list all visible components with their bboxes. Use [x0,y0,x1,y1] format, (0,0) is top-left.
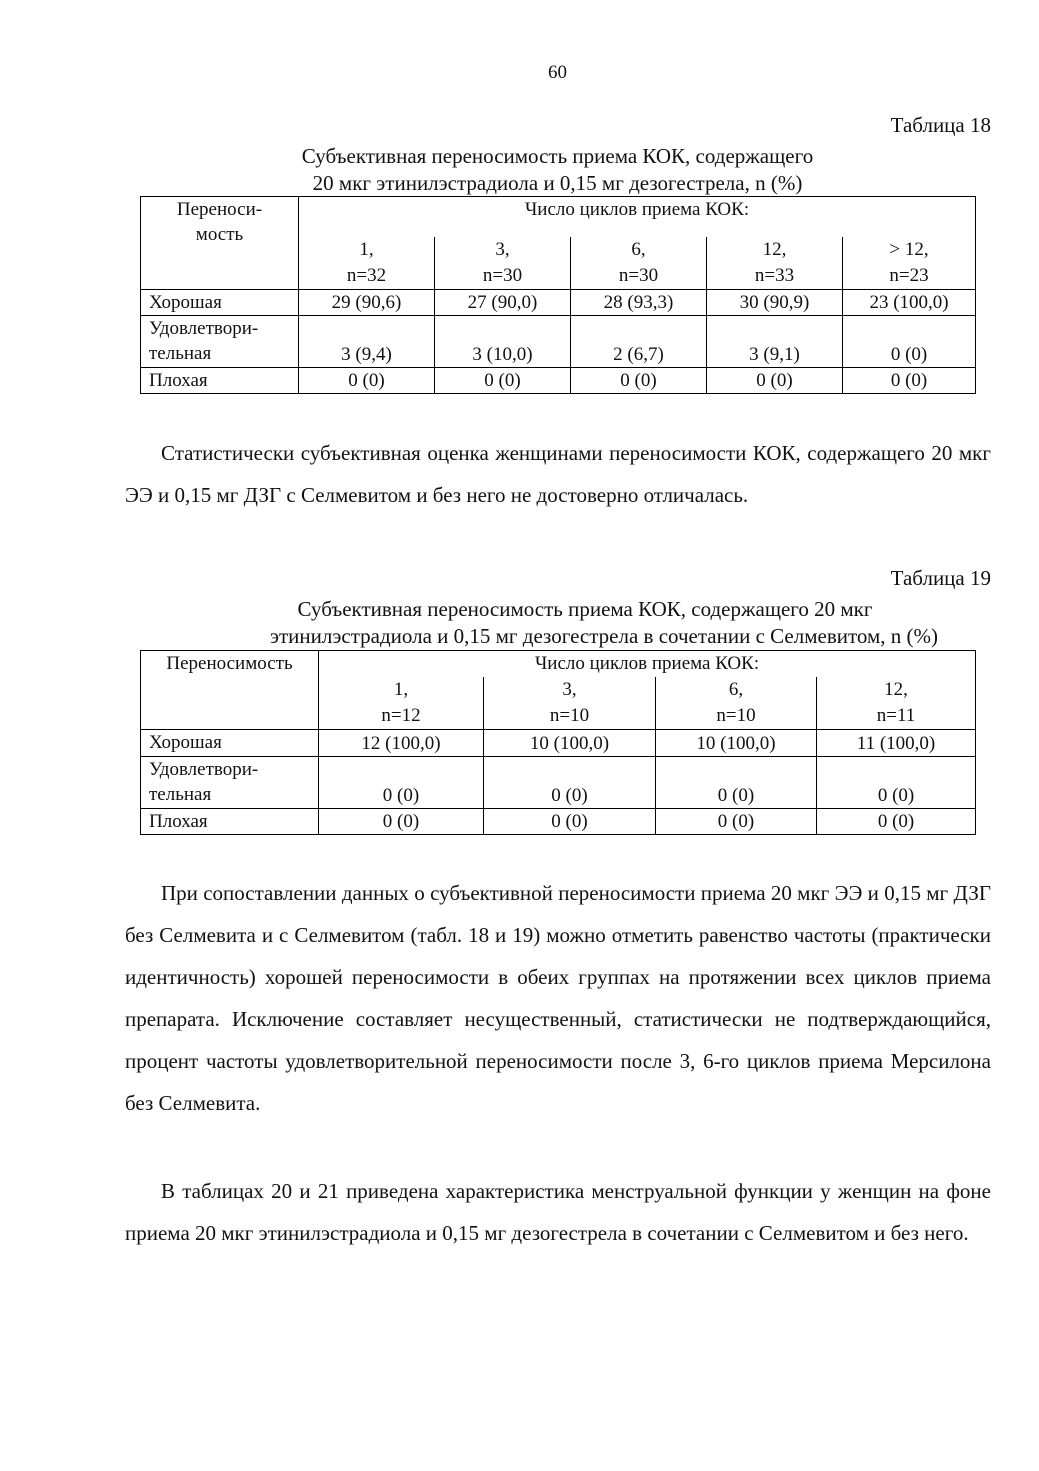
table19-label: Таблица 19 [890,566,991,590]
table-cell: 0 (0) [817,808,976,834]
table-cell: 3 (9,4) [299,315,435,367]
page-number: 60 [548,62,567,83]
table-cell: 0 (0) [707,367,843,393]
table-cell: 0 (0) [571,367,707,393]
table-cell: 0 (0) [656,756,817,808]
table-cell: 11 (100,0) [817,729,976,756]
table-row [141,315,976,367]
table18-col-header [707,237,843,290]
table18-cycles-header: Число циклов приема КОК: [299,197,976,237]
table-cell: 0 (0) [484,756,656,808]
table19-col-cycles: 1, [393,678,409,700]
table19-col-n: n=12 [381,704,421,726]
paragraph-3-text: В таблицах 20 и 21 приведена характеристика менструальной функции у женщин на фоне приема 20 мкг этинилэстрадиола и 0,15 мг дезогестрела в сочетании с Селмевитом и без него. [125,1179,991,1245]
table-row [141,367,976,393]
table18-col-header [571,237,707,290]
table18-col-n: n=23 [889,264,929,286]
table-cell: 0 (0) [484,808,656,834]
table18-col-header [435,237,571,290]
table-cell: 30 (90,9) [707,289,843,315]
table-cell: 3 (9,1) [707,315,843,367]
table-cell: 0 (0) [299,367,435,393]
table-cell: 0 (0) [319,756,484,808]
row-label: Хорошая [141,729,319,756]
table19-col-header [656,677,817,730]
paragraph-1 [125,432,991,516]
table18-param-header [141,197,299,290]
table-cell: 0 (0) [656,808,817,834]
table-cell: 0 (0) [843,367,976,393]
table-row [141,756,976,808]
paragraph-2 [125,872,991,1124]
table18-caption-line2: 20 мкг этинилэстрадиола и 0,15 мг дезогестрела, n (%) [312,171,803,195]
table-cell: 0 (0) [435,367,571,393]
table18-col-n: n=30 [618,264,659,286]
table-18 [140,196,976,394]
table18-param-header-line2: мость [195,224,244,245]
table19-col-header [817,677,976,730]
table-cell: 2 (6,7) [571,315,707,367]
table-row [141,808,976,834]
table-cell: 0 (0) [843,315,976,367]
table19-col-n: n=10 [549,704,590,726]
table18-caption-line1: Субъективная переносимость приема КОК, содержащего [301,144,814,168]
table-19 [140,650,976,835]
table-cell: 10 (100,0) [656,729,817,756]
table18-col-cycles: > 12, [889,238,929,260]
row-label-line1: Удовлетвори- [149,758,259,780]
table-cell: 27 (90,0) [435,289,571,315]
row-label [141,315,299,367]
row-label: Плохая [141,367,299,393]
table19-col-header [319,677,484,730]
row-label: Плохая [141,808,319,834]
table19-col-header [484,677,656,730]
table19-caption-line1: Субъективная переносимость приема КОК, содержащего 20 мкг [297,597,873,621]
table18-col-cycles: 1, [359,238,374,260]
table18-col-n: n=33 [754,264,795,286]
table-cell: 0 (0) [817,756,976,808]
table18-col-cycles: 12, [762,238,787,260]
table-cell: 23 (100,0) [843,289,976,315]
table18-col-n: n=32 [346,264,387,286]
row-label [141,756,319,808]
table19-cycles-header: Число циклов приема КОК: [319,651,976,677]
row-label-line2: тельная [149,342,212,364]
row-label-line2: тельная [149,783,212,805]
table-cell: 29 (90,6) [299,289,435,315]
row-label: Хорошая [141,289,299,315]
table18-param-header-line1: Переноси- [176,199,263,220]
table19-col-n: n=10 [716,704,756,726]
table-cell: 0 (0) [319,808,484,834]
table19-param-header: Переносимость [141,651,319,730]
table-row [141,729,976,756]
table18-col-cycles: 6, [631,238,646,260]
table19-col-n: n=11 [876,704,916,726]
table18-col-header [843,237,976,290]
paragraph-2-text: При сопоставлении данных о субъективной переносимости приема 20 мкг ЭЭ и 0,15 мг ДЗГ без Селмевита и с Селмевитом (табл. 18 и 19) можно отметить равенство частоты (практически идентичность) хорошей переносимости в обеих группах на протяжении всех циклов приема препарата. Исключение составляет несущественный, статистически не подтверждающийся, процент частоты удовлетворительной переносимости после 3, 6-го циклов приема Мерсилона без Селмевита. [125,881,991,1115]
table-cell: 12 (100,0) [319,729,484,756]
table19-col-cycles: 3, [562,678,577,700]
table18-label: Таблица 18 [890,113,991,137]
table-row [141,289,976,315]
table-cell: 10 (100,0) [484,729,656,756]
paragraph-3 [125,1170,991,1254]
table18-col-header [299,237,435,290]
table19-col-cycles: 12, [884,678,908,700]
table18-col-cycles: 3, [495,238,510,260]
table19-caption-line2: этинилэстрадиола и 0,15 мг дезогестрела в сочетании с Селмевитом, n (%) [269,624,938,648]
table18-col-n: n=30 [482,264,523,286]
table19-col-cycles: 6, [728,678,744,700]
table-cell: 3 (10,0) [435,315,571,367]
paragraph-1-text: Статистически субъективная оценка женщинами переносимости КОК, содержащего 20 мкг ЭЭ и 0,15 мг ДЗГ с Селмевитом и без него не достоверно отличалась. [125,441,991,507]
table-cell: 28 (93,3) [571,289,707,315]
row-label-line1: Удовлетвори- [149,317,259,339]
